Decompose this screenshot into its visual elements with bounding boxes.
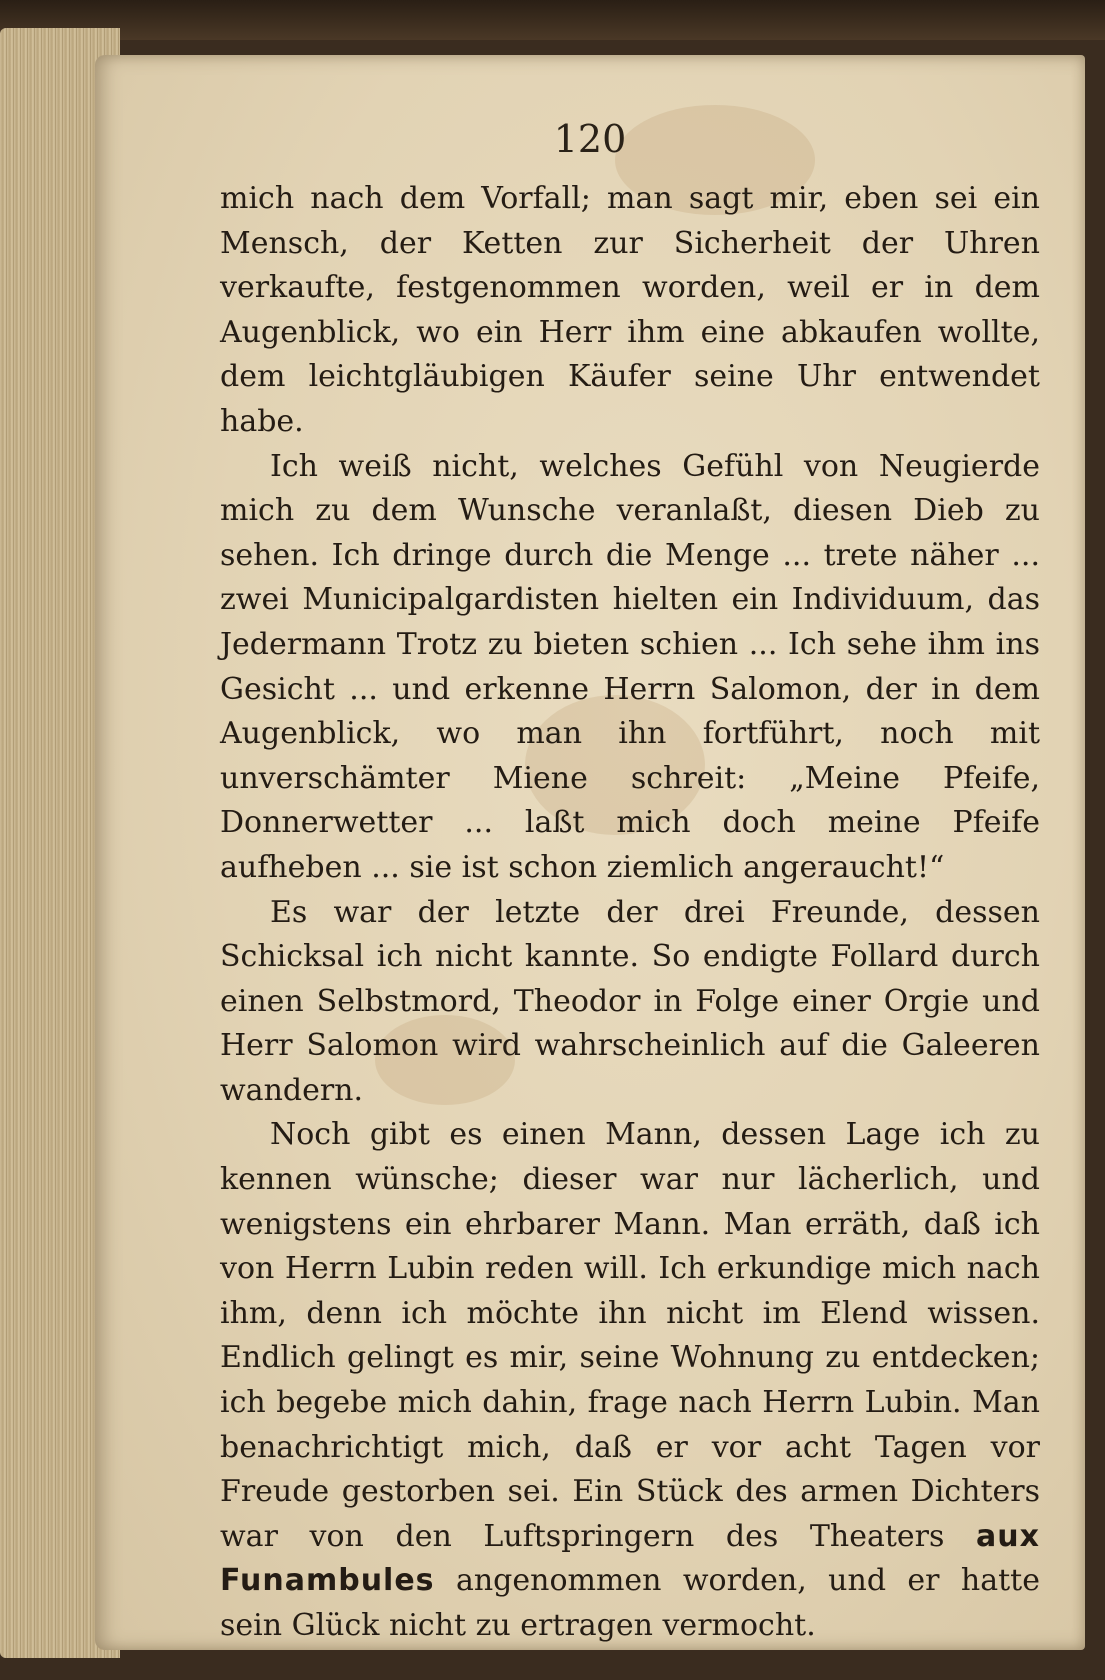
theatre-name: aux Funambules [220,1518,1040,1599]
paragraph-4-text-after: angenommen worden, und er hatte sein Glück nicht zu ertragen vermocht. [220,1563,1040,1643]
page-number: 120 [553,117,627,161]
body-text [220,177,1040,1649]
book-page [95,55,1085,1650]
book-cover-edge [0,0,1105,40]
paragraph-3: Es war der letzte der drei Freunde, dessen Schicksal ich nicht kannte. So endigte Follard durch einen Selbstmord, Theodor in Folge einer Orgie und Herr Salomon wird wahrscheinlich auf die Galeeren wandern. [220,894,1040,1108]
paragraph-1: mich nach dem Vorfall; man sagt mir, eben sei ein Mensch, der Ketten zur Sicherheit der Uhren verkaufte, festgenommen worden, weil er in dem Augenblick, wo ein Herr ihm eine abkaufen wollte, dem leichtgläubigen Käufer seine Uhr entwendet habe. [220,181,1040,439]
paragraph-4-text-before: Noch gibt es einen Mann, dessen Lage ich zu kennen wünsche; dieser war nur lächerlich, und wenigstens ein ehrbarer Mann. Man erräth, daß ich von Herrn Lubin reden will. Ich erkundige mich nach ihm, denn ich möchte ihn nicht im Elend wissen. Endlich gelingt es mir, seine Wohnung zu entdecken; ich begebe mich dahin, frage nach Herrn Lubin. Man benachrichtigt mich, daß er vor acht Tagen vor Freude gestorben sei. Ein Stück des armen Dichters war von den Luftspringern des Theaters [220,1117,1040,1554]
paragraph-4 [220,1113,1040,1648]
paragraph-2: Ich weiß nicht, welches Gefühl von Neugierde mich zu dem Wunsche veranlaßt, diesen Dieb zu sehen. Ich dringe durch die Menge ... trete näher ... zwei Municipalgardisten hielten ein Individuum, das Jedermann Trotz zu bieten schien ... Ich sehe ihm ins Gesicht ... und erkenne Herrn Salomon, der in dem Augenblick, wo man ihn fortführt, noch mit unverschämter Miene schreit: „Meine Pfeife, Donnerwetter ... laßt mich doch meine Pfeife aufheben ... sie ist schon ziemlich angeraucht!“ [220,448,1040,885]
